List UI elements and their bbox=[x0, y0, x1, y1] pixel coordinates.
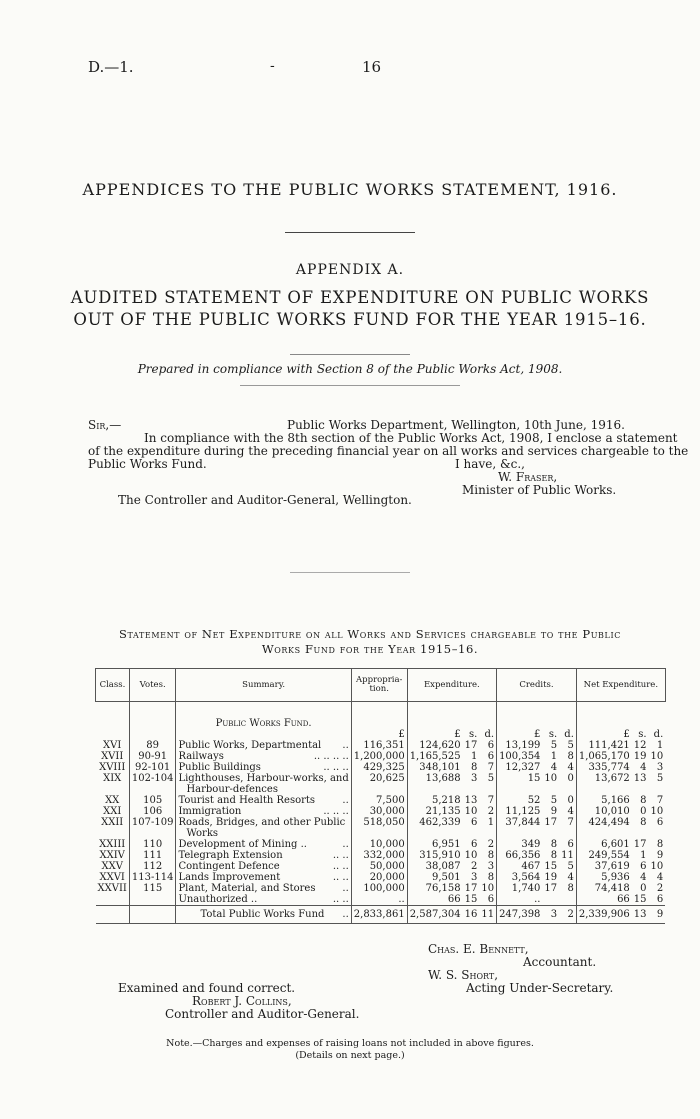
letter-closing: I have, &c., bbox=[455, 457, 525, 471]
exp-pence-cell: 5 bbox=[487, 772, 495, 784]
unit-label: s. bbox=[548, 728, 558, 740]
document-title-line: OUT OF THE PUBLIC WORKS FUND FOR THE YEAR 1915–16. bbox=[73, 310, 647, 329]
unit-label: £ bbox=[407, 729, 462, 740]
divider bbox=[290, 354, 410, 355]
table-row bbox=[96, 872, 666, 883]
unit-label: d. bbox=[484, 728, 495, 740]
net-shillings-cell: 0 bbox=[640, 882, 647, 894]
leader-dots: .. bbox=[342, 908, 349, 920]
appropriation-cell: 7,500 bbox=[351, 795, 407, 806]
votes-cell bbox=[129, 905, 176, 923]
exp-pence-cell: 8 bbox=[487, 849, 495, 861]
cr-pounds-cell: 37,844 bbox=[497, 817, 543, 839]
summary-cell bbox=[176, 861, 351, 872]
table-row bbox=[96, 740, 666, 751]
net-pence-cell: 6 bbox=[656, 893, 664, 905]
header-credits: Credits. bbox=[497, 669, 577, 702]
cr-pounds-cell: 11,125 bbox=[497, 806, 543, 817]
votes-cell: 105 bbox=[129, 795, 176, 806]
cr-pence-cell: 5 bbox=[567, 860, 574, 872]
cr-shillings-cell: 5 bbox=[550, 794, 558, 806]
class-cell: XX bbox=[105, 794, 120, 806]
net-pence-cell: 10 bbox=[650, 805, 664, 817]
cr-shillings-cell: 1 bbox=[550, 750, 558, 762]
net-shillings-cell: 4 bbox=[640, 761, 647, 773]
votes-cell: 112 bbox=[129, 861, 176, 872]
appropriation-cell: 20,625 bbox=[351, 773, 407, 795]
exp-pence-cell: 10 bbox=[481, 882, 495, 894]
statement-title-line: Works Fund for the Year 1915–16. bbox=[261, 642, 479, 656]
votes-cell: 115 bbox=[129, 883, 176, 894]
exp-shillings-cell: 10 bbox=[464, 805, 478, 817]
expenditure-table bbox=[95, 668, 666, 924]
appropriation-cell: 429,325 bbox=[351, 762, 407, 773]
examined-statement: Examined and found correct. bbox=[118, 981, 296, 995]
net-pence-cell: 4 bbox=[656, 871, 664, 883]
cr-pounds-cell: 13,199 bbox=[497, 740, 543, 751]
cr-pence-cell: 11 bbox=[561, 849, 574, 861]
section-heading: Public Works Fund. bbox=[176, 716, 351, 729]
class-cell: XVI bbox=[103, 739, 122, 751]
summary-cell bbox=[176, 762, 351, 773]
table-row bbox=[96, 762, 666, 773]
net-shillings-cell: 12 bbox=[633, 739, 647, 751]
leader-dots: .. .. .. bbox=[323, 761, 349, 773]
net-pounds-cell: 5,936 bbox=[576, 872, 631, 883]
exp-shillings-cell: 10 bbox=[464, 849, 478, 861]
table-header-row bbox=[96, 669, 666, 702]
cr-pence-cell: 6 bbox=[567, 838, 574, 850]
class-cell bbox=[96, 905, 130, 923]
leader-dots: .. .. .. .. bbox=[313, 750, 349, 762]
header-net-expenditure: Net Expenditure. bbox=[576, 669, 665, 702]
prepared-note: Prepared in compliance with Section 8 of the Public Works Act, 1908. bbox=[137, 362, 563, 376]
votes-cell: 102-104 bbox=[129, 773, 176, 795]
section-heading-row bbox=[96, 716, 666, 729]
class-cell bbox=[96, 894, 130, 906]
net-pounds-cell: 424,494 bbox=[576, 817, 631, 839]
net-pence-cell: 10 bbox=[650, 750, 664, 762]
net-shillings-cell: 0 bbox=[640, 805, 647, 817]
divider bbox=[290, 572, 410, 573]
unit-label: £ bbox=[497, 729, 543, 740]
net-shillings-cell: 13 bbox=[633, 772, 647, 784]
document-title bbox=[60, 287, 660, 331]
cr-pounds-cell: 349 bbox=[497, 839, 543, 850]
cr-pence-cell bbox=[559, 894, 576, 906]
net-shillings-cell: 17 bbox=[633, 838, 647, 850]
letter-body-line: Public Works Fund. bbox=[88, 457, 207, 471]
summary-cell bbox=[176, 839, 351, 850]
summary-cell bbox=[176, 883, 351, 894]
header-expenditure: Expenditure. bbox=[407, 669, 496, 702]
exp-pounds-cell: 66 bbox=[407, 894, 462, 906]
summary-text: Telegraph Extension bbox=[178, 849, 283, 861]
leader-dots: .. bbox=[342, 838, 349, 850]
table-row bbox=[96, 861, 666, 872]
total-exp-cell: 2,587,304 bbox=[407, 905, 462, 923]
cr-pence-cell: 5 bbox=[567, 739, 574, 751]
cr-pounds-cell: 52 bbox=[497, 795, 543, 806]
cr-shillings-cell: 8 bbox=[550, 838, 558, 850]
summary-text: Roads, Bridges, and other Public bbox=[178, 816, 346, 828]
exp-shillings-cell: 17 bbox=[464, 882, 478, 894]
table-row bbox=[96, 751, 666, 762]
cr-shillings-cell: 17 bbox=[544, 882, 558, 894]
net-pounds-cell: 37,619 bbox=[576, 861, 631, 872]
total-exp-cell: 16 bbox=[464, 908, 478, 920]
net-shillings-cell: 4 bbox=[640, 871, 647, 883]
header-class: Class. bbox=[96, 669, 130, 702]
table-row bbox=[96, 839, 666, 850]
class-cell: XXVI bbox=[99, 871, 125, 883]
total-row bbox=[96, 905, 666, 923]
exp-shillings-cell: 6 bbox=[470, 838, 478, 850]
cr-pence-cell: 8 bbox=[567, 882, 574, 894]
net-pounds-cell: 10,010 bbox=[576, 806, 631, 817]
exp-pounds-cell: 6,951 bbox=[407, 839, 462, 850]
votes-cell: 90-91 bbox=[129, 751, 176, 762]
summary-text: Plant, Material, and Stores bbox=[178, 882, 316, 894]
net-shillings-cell: 15 bbox=[633, 893, 647, 905]
exp-shillings-cell: 3 bbox=[470, 871, 478, 883]
summary-text: Lighthouses, Harbour-works, and bbox=[178, 772, 349, 784]
summary-cell bbox=[176, 894, 351, 906]
appropriation-cell: 100,000 bbox=[351, 883, 407, 894]
summary-text: Immigration bbox=[178, 805, 242, 817]
summary-text: Lands Improvement bbox=[178, 871, 281, 883]
class-cell: XIX bbox=[103, 772, 122, 784]
net-pounds-cell: 335,774 bbox=[576, 762, 631, 773]
exp-pence-cell: 2 bbox=[487, 805, 495, 817]
net-shillings-cell: 8 bbox=[640, 794, 647, 806]
cr-pounds-cell: 15 bbox=[497, 773, 543, 795]
total-exp-cell: 11 bbox=[481, 908, 495, 920]
total-cr-cell: 2 bbox=[567, 908, 574, 920]
exp-pence-cell: 6 bbox=[487, 739, 495, 751]
leader-dots: .. bbox=[342, 739, 349, 751]
exp-shillings-cell: 2 bbox=[470, 860, 478, 872]
cr-pounds-cell: 100,354 bbox=[497, 751, 543, 762]
cr-shillings-cell: 5 bbox=[550, 739, 558, 751]
exp-pounds-cell: 13,688 bbox=[407, 773, 462, 795]
total-net-cell: 9 bbox=[656, 908, 664, 920]
statement-title-line: Statement of Net Expenditure on all Works and Services chargeable to the Public bbox=[119, 627, 621, 641]
summary-cell bbox=[176, 872, 351, 883]
exp-pounds-cell: 21,135 bbox=[407, 806, 462, 817]
header-appropriation-line: tion. bbox=[369, 684, 389, 694]
cr-shillings-cell: 19 bbox=[544, 871, 558, 883]
votes-cell: 110 bbox=[129, 839, 176, 850]
class-cell: XXV bbox=[101, 860, 123, 872]
table-row bbox=[96, 894, 666, 906]
total-cr-cell: 247,398 bbox=[497, 905, 543, 923]
page-number: 16 bbox=[362, 58, 382, 76]
leader-dots: .. bbox=[342, 882, 349, 894]
divider bbox=[285, 232, 415, 233]
net-pounds-cell: 6,601 bbox=[576, 839, 631, 850]
auditor-name: Robert J. Collins, bbox=[192, 994, 292, 1008]
net-pence-cell: 5 bbox=[656, 772, 664, 784]
leader-dots: .. .. bbox=[332, 893, 349, 905]
unit-label: £ bbox=[351, 729, 407, 740]
letter-addressee: The Controller and Auditor-General, Wellington. bbox=[118, 493, 412, 507]
exp-pence-cell: 1 bbox=[487, 816, 495, 828]
letter-signer: W. Fraser, bbox=[498, 470, 558, 484]
exp-pence-cell: 7 bbox=[487, 794, 495, 806]
summary-cell bbox=[176, 817, 351, 839]
header-appropriation-line: Appropria- bbox=[356, 675, 403, 685]
class-cell: XXIV bbox=[99, 849, 125, 861]
net-pounds-cell: 1,065,170 bbox=[576, 751, 631, 762]
cr-pence-cell: 4 bbox=[567, 805, 574, 817]
appropriation-cell: 20,000 bbox=[351, 872, 407, 883]
exp-pence-cell: 7 bbox=[487, 761, 495, 773]
cr-shillings-cell: 15 bbox=[544, 860, 558, 872]
cr-pence-cell: 4 bbox=[567, 761, 574, 773]
summary-cell bbox=[176, 740, 351, 751]
votes-cell bbox=[129, 894, 176, 906]
votes-cell: 107-109 bbox=[129, 817, 176, 839]
net-pounds-cell: 111,421 bbox=[576, 740, 631, 751]
votes-cell: 106 bbox=[129, 806, 176, 817]
net-pounds-cell: 74,418 bbox=[576, 883, 631, 894]
letter-signer-title: Minister of Public Works. bbox=[462, 483, 617, 497]
unit-label: d. bbox=[564, 728, 574, 740]
net-pounds-cell: 5,166 bbox=[576, 795, 631, 806]
net-pence-cell: 3 bbox=[656, 761, 664, 773]
appropriation-cell: .. bbox=[351, 894, 407, 906]
exp-shillings-cell: 6 bbox=[470, 816, 478, 828]
exp-pounds-cell: 315,910 bbox=[407, 850, 462, 861]
summary-cell bbox=[176, 773, 351, 795]
table-row bbox=[96, 850, 666, 861]
votes-cell: 111 bbox=[129, 850, 176, 861]
net-shillings-cell: 1 bbox=[640, 849, 647, 861]
cr-pounds-cell: 66,356 bbox=[497, 850, 543, 861]
leader-dots: .. bbox=[342, 794, 349, 806]
footnote bbox=[0, 1038, 700, 1062]
header-appropriation bbox=[351, 669, 407, 702]
votes-cell: 92-101 bbox=[129, 762, 176, 773]
class-cell: XXVII bbox=[97, 882, 127, 894]
exp-pounds-cell: 5,218 bbox=[407, 795, 462, 806]
net-pence-cell: 10 bbox=[650, 860, 664, 872]
summary-continuation: Works bbox=[186, 827, 219, 839]
letter-body-line: of the expenditure during the preceding financial year on all works and services chargeable to the bbox=[88, 444, 689, 458]
table-row bbox=[96, 773, 666, 795]
net-pence-cell: 7 bbox=[656, 794, 664, 806]
header-votes: Votes. bbox=[129, 669, 176, 702]
divider bbox=[240, 385, 460, 386]
unit-label: s. bbox=[638, 728, 647, 740]
cr-pounds-cell: .. bbox=[497, 894, 543, 906]
under-secretary-name: W. S. Short, bbox=[428, 968, 499, 982]
cr-shillings-cell: 8 bbox=[550, 849, 558, 861]
summary-cell bbox=[176, 795, 351, 806]
cr-shillings-cell: 9 bbox=[550, 805, 558, 817]
class-cell: XXI bbox=[103, 805, 122, 817]
summary-cell bbox=[176, 751, 351, 762]
cr-shillings-cell: 10 bbox=[544, 772, 558, 784]
appropriation-cell: 518,050 bbox=[351, 817, 407, 839]
exp-shillings-cell: 15 bbox=[464, 893, 478, 905]
appropriation-cell: 116,351 bbox=[351, 740, 407, 751]
appropriation-cell: 10,000 bbox=[351, 839, 407, 850]
exp-pence-cell: 3 bbox=[487, 860, 495, 872]
total-appropriation-cell: 2,833,861 bbox=[351, 905, 407, 923]
class-cell: XXIII bbox=[99, 838, 126, 850]
net-pence-cell: 6 bbox=[656, 816, 664, 828]
cr-pounds-cell: 1,740 bbox=[497, 883, 543, 894]
appropriation-cell: 1,200,000 bbox=[351, 751, 407, 762]
exp-shillings-cell: 13 bbox=[464, 794, 478, 806]
class-cell: XVII bbox=[101, 750, 124, 762]
net-pence-cell: 2 bbox=[656, 882, 664, 894]
header-dash: - bbox=[270, 58, 275, 74]
exp-pence-cell: 6 bbox=[487, 893, 495, 905]
accountant-name: Chas. E. Bennett, bbox=[428, 942, 529, 956]
summary-text: Unauthorized .. bbox=[178, 893, 258, 905]
net-pounds-cell: 249,554 bbox=[576, 850, 631, 861]
cr-pence-cell: 0 bbox=[567, 772, 574, 784]
appropriation-cell: 332,000 bbox=[351, 850, 407, 861]
footnote-line: (Details on next page.) bbox=[295, 1050, 405, 1061]
document-title-line: AUDITED STATEMENT OF EXPENDITURE ON PUBLIC WORKS bbox=[70, 288, 650, 307]
units-row bbox=[96, 729, 666, 740]
net-pence-cell: 1 bbox=[656, 739, 664, 751]
summary-cell bbox=[176, 806, 351, 817]
letter-salutation: Sir,— bbox=[88, 418, 122, 432]
net-pence-cell: 9 bbox=[656, 849, 664, 861]
unit-label: d. bbox=[653, 728, 664, 740]
summary-continuation: Harbour-defences bbox=[186, 783, 278, 795]
total-label: Total Public Works Fund bbox=[200, 908, 325, 920]
document-code: D.—1. bbox=[88, 58, 134, 76]
appendix-label: APPENDIX A. bbox=[295, 262, 405, 278]
summary-text: Public Buildings bbox=[178, 761, 261, 773]
exp-pounds-cell: 9,501 bbox=[407, 872, 462, 883]
exp-pence-cell: 2 bbox=[487, 838, 495, 850]
cr-pounds-cell: 3,564 bbox=[497, 872, 543, 883]
exp-shillings-cell: 1 bbox=[470, 750, 478, 762]
exp-pounds-cell: 462,339 bbox=[407, 817, 462, 839]
leader-dots: .. .. bbox=[332, 871, 349, 883]
cr-shillings-cell bbox=[542, 894, 559, 906]
summary-cell bbox=[176, 850, 351, 861]
votes-cell: 89 bbox=[129, 740, 176, 751]
net-pence-cell: 8 bbox=[656, 838, 664, 850]
cr-pence-cell: 4 bbox=[567, 871, 574, 883]
net-shillings-cell: 19 bbox=[633, 750, 647, 762]
cr-pence-cell: 7 bbox=[567, 816, 574, 828]
summary-text: Tourist and Health Resorts bbox=[178, 794, 316, 806]
table-row bbox=[96, 817, 666, 839]
class-cell: XVIII bbox=[99, 761, 126, 773]
total-label-cell bbox=[176, 905, 351, 923]
cr-pence-cell: 0 bbox=[567, 794, 574, 806]
unit-label: £ bbox=[576, 729, 631, 740]
cr-shillings-cell: 17 bbox=[544, 816, 558, 828]
exp-pounds-cell: 76,158 bbox=[407, 883, 462, 894]
auditor-title: Controller and Auditor-General. bbox=[165, 1007, 360, 1021]
table-row bbox=[96, 795, 666, 806]
leader-dots: .. .. bbox=[332, 849, 349, 861]
cr-shillings-cell: 4 bbox=[550, 761, 558, 773]
letter-address: Public Works Department, Wellington, 10th June, 1916. bbox=[287, 418, 625, 432]
unit-label: s. bbox=[469, 728, 478, 740]
exp-pence-cell: 6 bbox=[487, 750, 495, 762]
summary-text: Public Works, Departmental bbox=[178, 739, 322, 751]
letter-body-line: In compliance with the 8th section of the Public Works Act, 1908, I enclose a statement bbox=[144, 431, 678, 445]
exp-shillings-cell: 17 bbox=[464, 739, 478, 751]
cr-pence-cell: 8 bbox=[567, 750, 574, 762]
cr-pounds-cell: 467 bbox=[497, 861, 543, 872]
table-row bbox=[96, 883, 666, 894]
net-shillings-cell: 6 bbox=[640, 860, 647, 872]
table-row bbox=[96, 806, 666, 817]
summary-text: Development of Mining .. bbox=[178, 838, 307, 850]
net-pounds-cell: 13,672 bbox=[576, 773, 631, 795]
under-secretary-title: Acting Under-Secretary. bbox=[466, 981, 614, 995]
exp-pounds-cell: 124,620 bbox=[407, 740, 462, 751]
votes-cell: 113-114 bbox=[129, 872, 176, 883]
exp-shillings-cell: 3 bbox=[470, 772, 478, 784]
exp-pounds-cell: 1,165,525 bbox=[407, 751, 462, 762]
appropriation-cell: 30,000 bbox=[351, 806, 407, 817]
class-cell: XXII bbox=[101, 816, 124, 828]
accountant-title: Accountant. bbox=[523, 955, 597, 969]
exp-pence-cell: 8 bbox=[487, 871, 495, 883]
summary-text: Railways bbox=[178, 750, 224, 762]
header-summary: Summary. bbox=[176, 669, 351, 702]
exp-shillings-cell: 8 bbox=[470, 761, 478, 773]
statement-title bbox=[90, 627, 650, 657]
summary-text: Contingent Defence bbox=[178, 860, 280, 872]
appropriation-cell: 50,000 bbox=[351, 861, 407, 872]
leader-dots: .. .. bbox=[332, 860, 349, 872]
main-title: APPENDICES TO THE PUBLIC WORKS STATEMENT, 1916. bbox=[82, 180, 618, 199]
cr-pounds-cell: 12,327 bbox=[497, 762, 543, 773]
exp-pounds-cell: 348,101 bbox=[407, 762, 462, 773]
total-net-cell: 2,339,906 bbox=[576, 905, 631, 923]
leader-dots: .. .. .. bbox=[323, 805, 349, 817]
footnote-line: Note.—Charges and expenses of raising loans not included in above figures. bbox=[166, 1038, 534, 1049]
net-pounds-cell: 66 bbox=[576, 894, 631, 906]
total-net-cell: 13 bbox=[633, 908, 647, 920]
total-cr-cell: 3 bbox=[550, 908, 558, 920]
exp-pounds-cell: 38,087 bbox=[407, 861, 462, 872]
net-shillings-cell: 8 bbox=[640, 816, 647, 828]
